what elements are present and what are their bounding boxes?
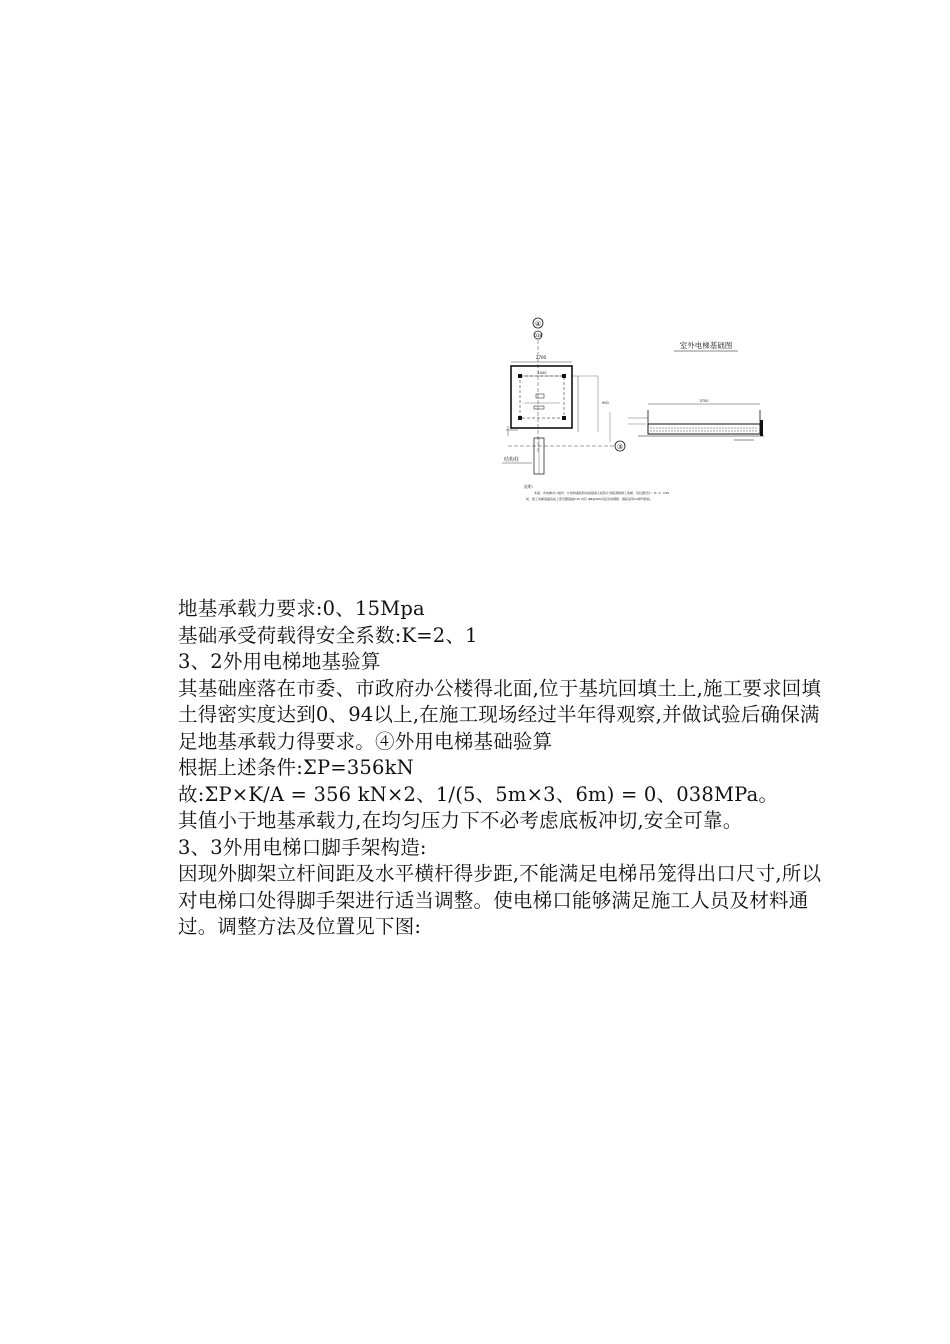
mast-base-mark xyxy=(536,394,544,398)
foundation-inner-frame xyxy=(520,376,564,418)
dim-text-top: 2700 xyxy=(535,355,547,360)
figure-title: 室外电梯基础图 xyxy=(679,341,733,350)
notes-line-2: 板、施工电梯基础底板上部设置基础C10 内有 ф8@200双层双向钢筋、模板采用12厚竹胶板。 xyxy=(526,497,653,501)
anchor-bolt xyxy=(518,374,522,378)
anchor-bolt xyxy=(562,416,566,420)
document-body xyxy=(142,596,822,941)
section-heading-3-2: 3、2外用电梯地基验算 xyxy=(178,650,381,673)
section-heading-3-3: 3、3外用电梯口脚手架构造: xyxy=(178,835,427,859)
notes-title: 说明: xyxy=(524,484,533,489)
anchor-bolt xyxy=(562,374,566,378)
axis-label-right: ③ xyxy=(616,443,624,451)
axis-label-top: ④ xyxy=(534,320,542,328)
foundation-drawing-svg xyxy=(498,312,764,510)
paragraph-safety-factor: 基础承受荷载得安全系数:K=2、1 xyxy=(178,623,478,647)
section-slab xyxy=(648,424,760,434)
axis-label-top-sub: D38 xyxy=(533,333,543,338)
section-end-block xyxy=(760,420,763,436)
elevator-foundation-drawing xyxy=(498,312,764,510)
structural-column-label: 结构柱 xyxy=(504,457,520,463)
mast-base-mark xyxy=(534,406,544,409)
paragraph-foundation-location: 其基础座落在市委、市政府办公楼得北面,位于基坑回填土上,施工要求回填土得密实度达到0、94以上,在施工现场经过半年得观察,并做试验后确保满足地基承载力得要求。④外用电梯基础验算 xyxy=(178,676,822,753)
paragraph-calculation: 故:ΣP×K/A = 356 kN×2、1/(5、5m×3、6m) = 0、038MPa。 xyxy=(178,782,779,806)
notes-line-1: 本基、市电梯办公楼外、片结构面板移动板楼基土板垫片浇板洞建施工地梯、其位置设计：D, 1：C25 xyxy=(534,491,670,495)
paragraph-conditions: 根据上述条件:ΣP=356kN xyxy=(178,756,414,779)
dim-text-side: 900 xyxy=(602,401,609,405)
paragraph-scaffold-adjustment: 因现外脚架立杆间距及水平横杆得步距,不能满足电梯吊笼得出口尺寸,所以对电梯口处得脚手架进行适当调整。使电梯口能够满足施工人员及材料通过。调整方法及位置见下图: xyxy=(178,862,822,938)
paragraph-conclusion: 其值小于地基承载力,在均匀压力下不必考虑底板冲切,安全可靠。 xyxy=(178,809,743,832)
section-dim-text: 3700 xyxy=(699,399,709,403)
anchor-bolt xyxy=(518,416,522,420)
paragraph-bearing-capacity: 地基承载力要求:0、15Mpa xyxy=(178,597,425,620)
dim-text-inner: 1000 xyxy=(537,371,547,375)
